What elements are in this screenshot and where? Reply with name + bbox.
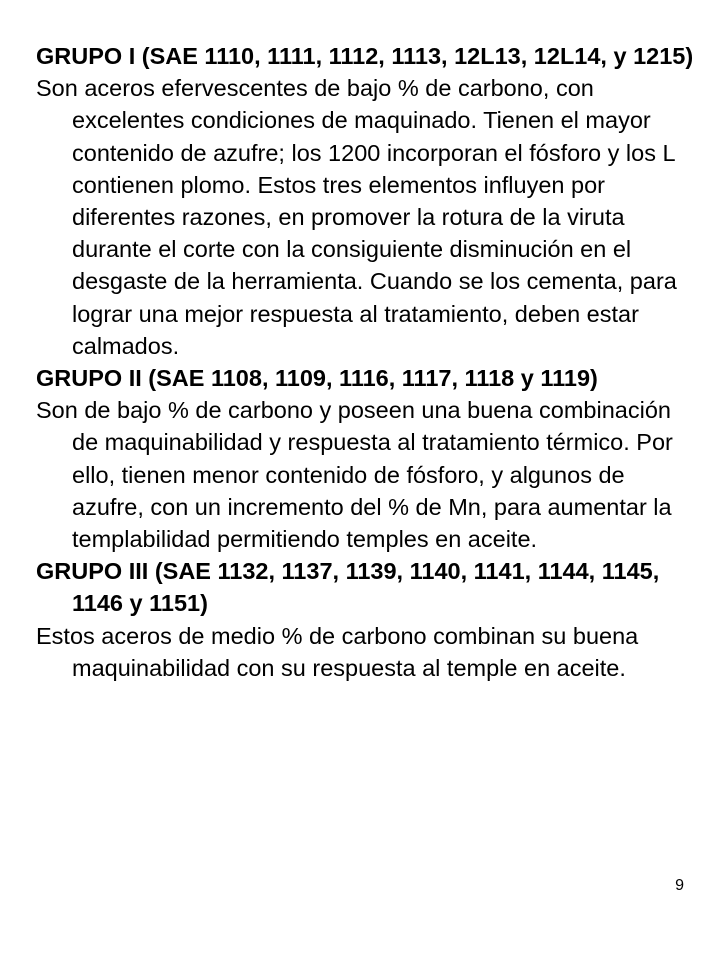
group-2-body: Son de bajo % de carbono y poseen una buena combinación de maquinabilidad y respuesta al tratamiento térmico. Por ello, tienen menor contenido de fósforo, y algunos de azufre, con un incremento del % de Mn, para aumentar la templabilidad permitiendo temples en aceite.	[36, 397, 673, 553]
page-number: 9	[675, 877, 684, 894]
document-content	[36, 40, 696, 684]
group-1-body: Son aceros efervescentes de bajo % de carbono, con excelentes condiciones de maquinado. Tienen el mayor contenido de azufre; los 1200 incorporan el fósforo y los L contienen plomo. Estos tres elementos influyen por diferentes razones, en promover la rotura de la viruta durante el corte con la consiguiente disminución en el desgaste de la herramienta. Cuando se los cementa, para lograr una mejor respuesta al tratamiento, deben estar calmados.	[36, 75, 677, 359]
group-1-heading: GRUPO I (SAE 1110, 1111, 1112, 1113, 12L13, 12L14, y 1215)	[36, 43, 694, 69]
group-3-body: Estos aceros de medio % de carbono combinan su buena maquinabilidad con su respuesta al temple en aceite.	[36, 622, 639, 681]
group-2-heading: GRUPO II (SAE 1108, 1109, 1116, 1117, 1118 y 1119)	[36, 365, 598, 392]
group-3-heading: GRUPO III (SAE 1132, 1137, 1139, 1140, 1141, 1144, 1145, 1146 y 1151)	[36, 558, 660, 617]
